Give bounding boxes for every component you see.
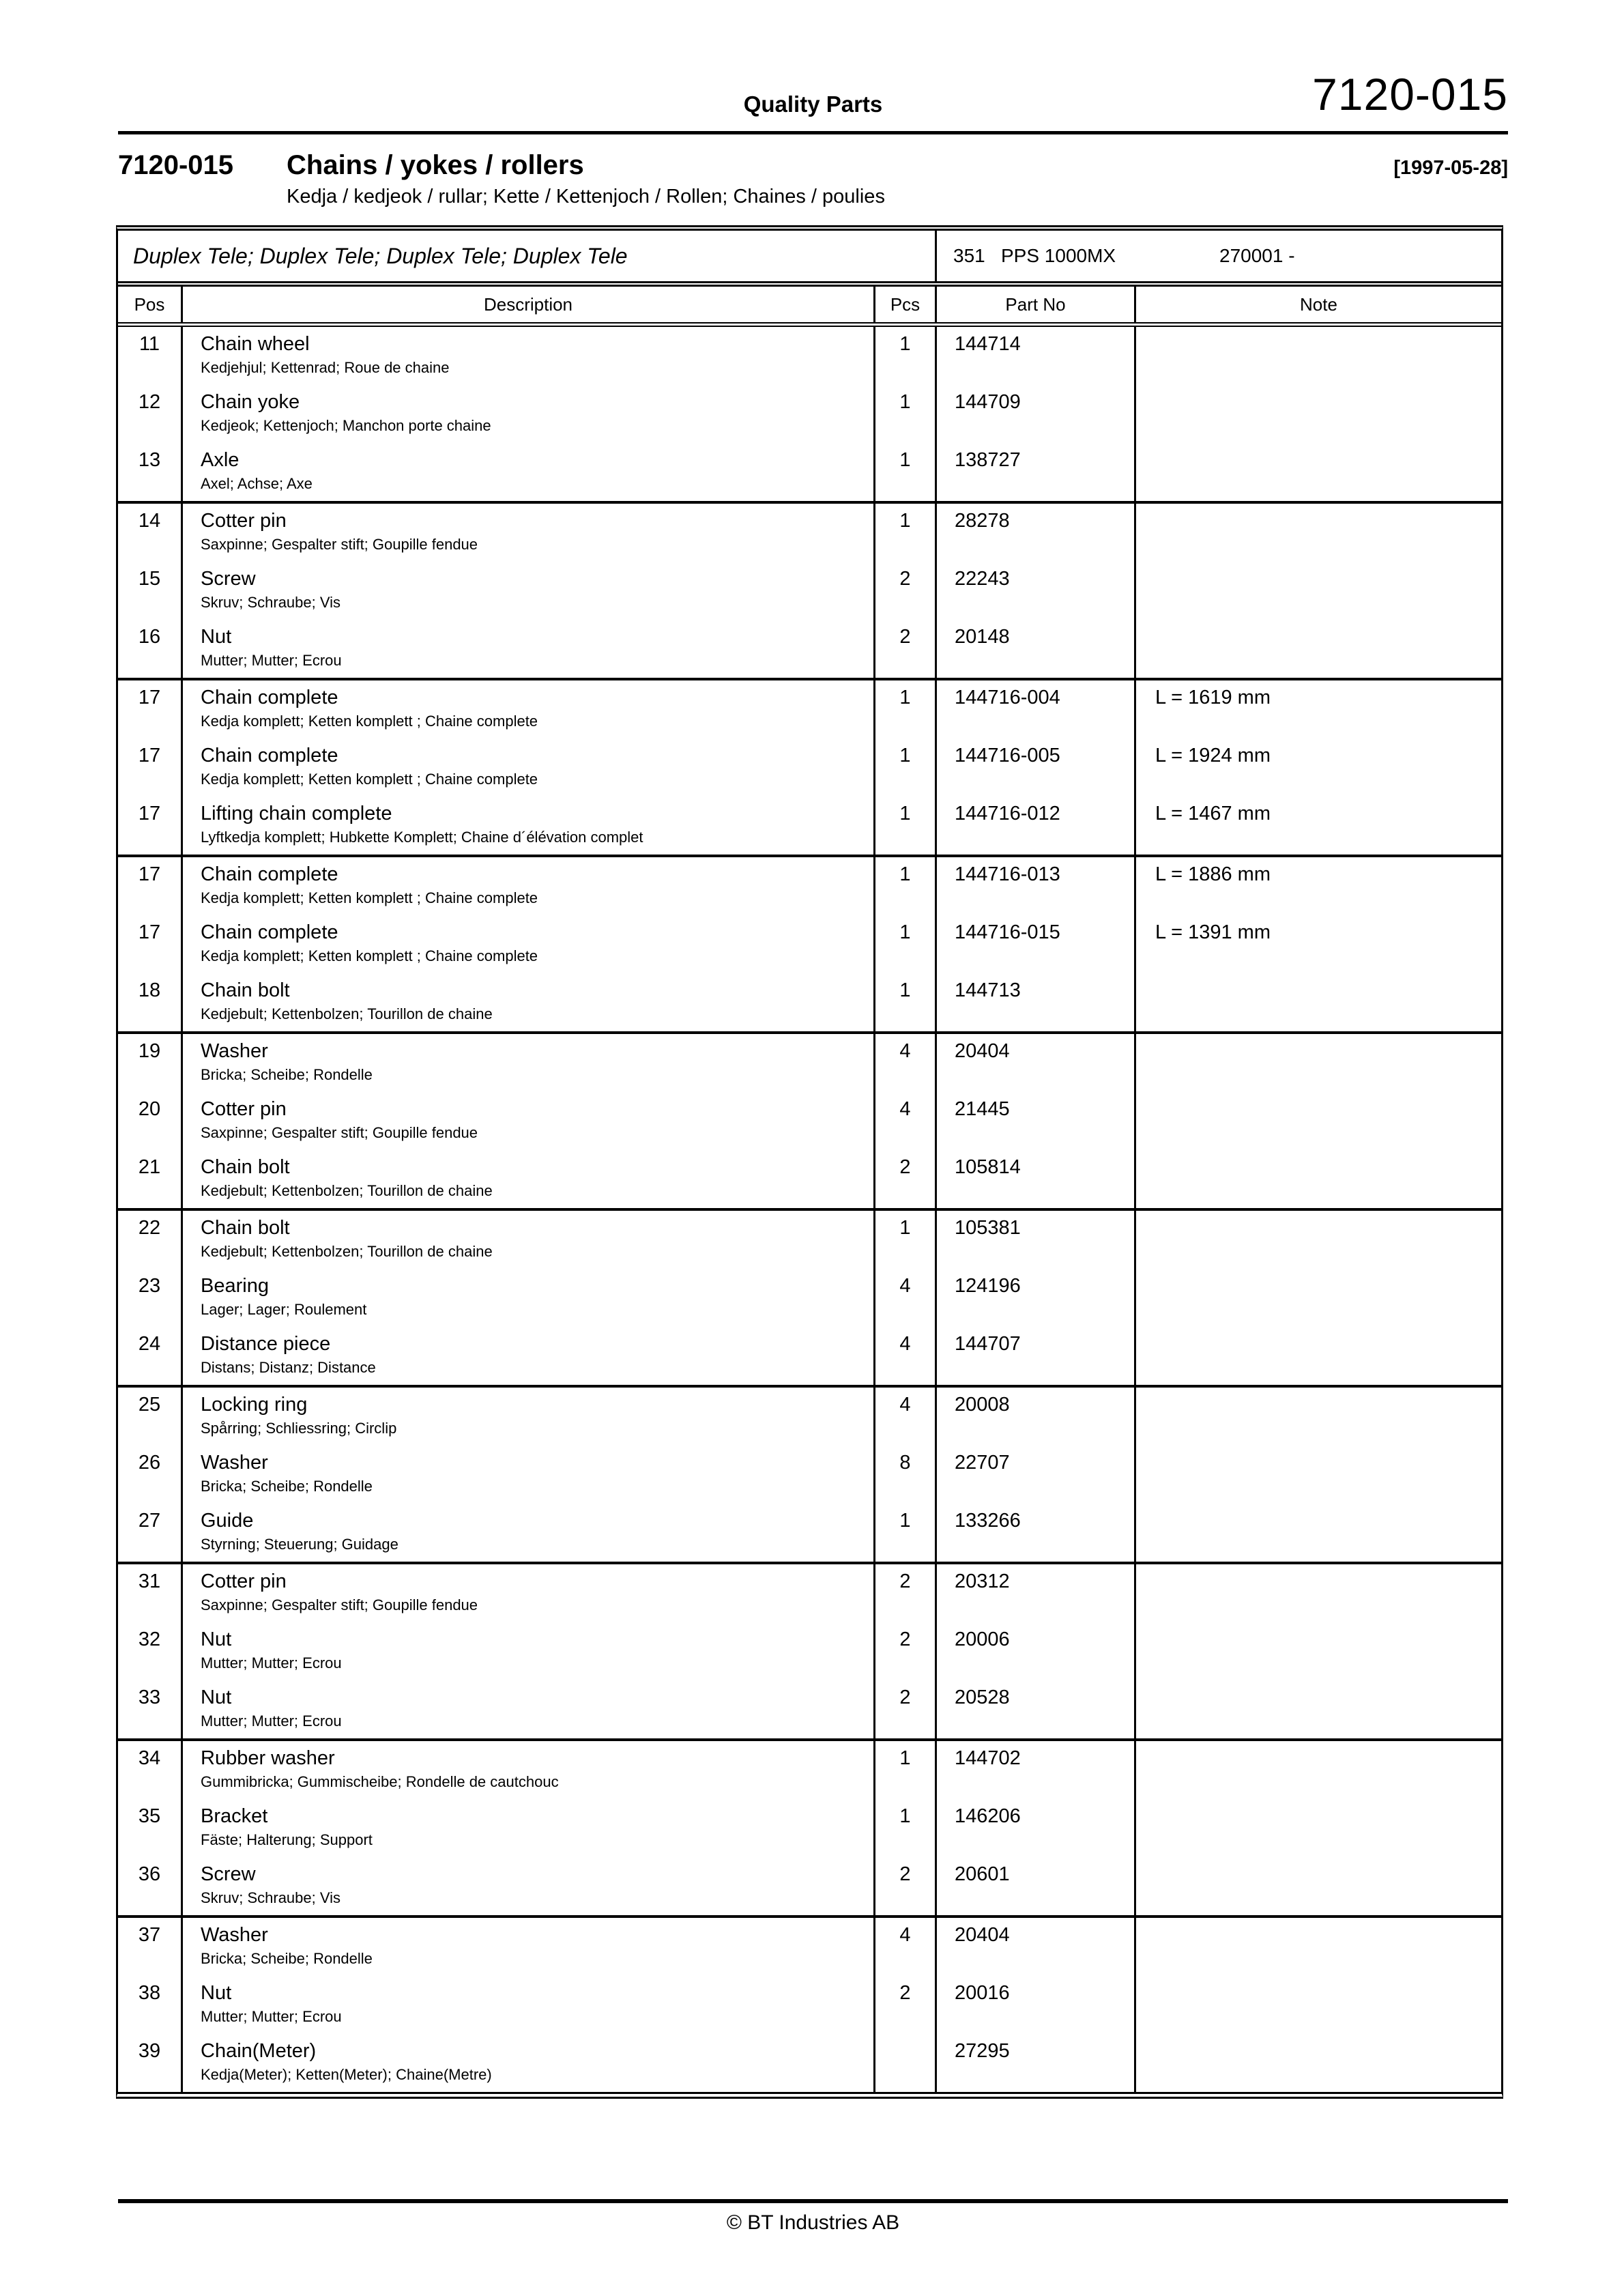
table-row (118, 1388, 1501, 1446)
table-row (118, 1741, 1501, 1799)
description-translations: Fäste; Halterung; Support (201, 1831, 373, 1848)
cell-pos: 17 (118, 680, 183, 738)
cell-pos: 14 (118, 504, 183, 562)
footer-rule (118, 2199, 1508, 2203)
cell-pos: 36 (118, 1857, 183, 1915)
revision-date: [1997-05-28] (1393, 157, 1508, 179)
description-translations: Styrning; Steuerung; Guidage (201, 1536, 398, 1553)
description-translations: Kedjehjul; Kettenrad; Roue de chaine (201, 359, 450, 376)
description-translations: Mutter; Mutter; Ecrou (201, 1654, 342, 1671)
cell-note (1136, 1446, 1501, 1504)
description-translations: Kedja komplett; Ketten komplett ; Chaine complete (201, 889, 538, 906)
cell-description (183, 1150, 875, 1208)
cell-note (1136, 504, 1501, 562)
cell-note (1136, 1150, 1501, 1208)
cell-pos: 17 (118, 797, 183, 855)
description-translations: Bricka; Scheibe; Rondelle (201, 1066, 373, 1083)
cell-pos: 35 (118, 1799, 183, 1857)
cell-pcs: 1 (875, 973, 937, 1031)
cell-description (183, 738, 875, 797)
cell-pos: 23 (118, 1269, 183, 1327)
cell-note (1136, 562, 1501, 620)
description-primary: Chain bolt (201, 1156, 290, 1178)
description-primary: Cotter pin (201, 510, 287, 532)
cell-pos: 24 (118, 1327, 183, 1385)
cell-part-no: 146206 (937, 1799, 1136, 1857)
description-translations: Kedja(Meter); Ketten(Meter); Chaine(Metre) (201, 2066, 492, 2083)
row-group (118, 1741, 1501, 1918)
description-primary: Chain complete (201, 863, 338, 885)
col-header-description: Description (183, 287, 875, 322)
table-row (118, 857, 1501, 915)
cell-part-no: 124196 (937, 1269, 1136, 1327)
cell-part-no: 144716-012 (937, 797, 1136, 855)
description-primary: Nut (201, 1982, 232, 2004)
cell-description (183, 1034, 875, 1092)
cell-note (1136, 1857, 1501, 1915)
table-header-row (118, 287, 1501, 327)
cell-pcs: 1 (875, 327, 937, 385)
description-primary: Washer (201, 1924, 268, 1946)
cell-description (183, 1327, 875, 1385)
model-info-cell (937, 231, 1501, 281)
cell-part-no: 20008 (937, 1388, 1136, 1446)
cell-part-no: 144707 (937, 1327, 1136, 1385)
cell-pos: 25 (118, 1388, 183, 1446)
table-row (118, 915, 1501, 973)
cell-description (183, 857, 875, 915)
table-row (118, 1269, 1501, 1327)
description-translations: Kedjeok; Kettenjoch; Manchon porte chaine (201, 417, 491, 434)
table-row (118, 562, 1501, 620)
cell-part-no: 105814 (937, 1150, 1136, 1208)
cell-pcs: 4 (875, 1388, 937, 1446)
cell-part-no: 20006 (937, 1622, 1136, 1680)
description-primary: Chain bolt (201, 1217, 290, 1239)
cell-pcs: 1 (875, 1211, 937, 1269)
table-row (118, 1034, 1501, 1092)
description-primary: Chain(Meter) (201, 2040, 317, 2062)
footer-copyright: © BT Industries AB (726, 2211, 900, 2234)
cell-pcs: 2 (875, 620, 937, 678)
table-row (118, 620, 1501, 678)
description-primary: Cotter pin (201, 1570, 287, 1592)
cell-pcs: 2 (875, 1564, 937, 1622)
cell-part-no: 144716-015 (937, 915, 1136, 973)
page-title: Chains / yokes / rollers (287, 150, 584, 180)
cell-description (183, 1388, 875, 1446)
cell-description (183, 1564, 875, 1622)
cell-pcs: 2 (875, 1857, 937, 1915)
cell-pcs: 1 (875, 1504, 937, 1562)
description-translations: Lager; Lager; Roulement (201, 1301, 367, 1318)
cell-part-no: 20404 (937, 1918, 1136, 1976)
description-primary: Chain complete (201, 745, 338, 766)
cell-pos: 39 (118, 2034, 183, 2092)
cell-pcs: 2 (875, 1976, 937, 2034)
cell-pos: 27 (118, 1504, 183, 1562)
cell-description (183, 1269, 875, 1327)
table-row (118, 1092, 1501, 1150)
table-row (118, 738, 1501, 797)
cell-description (183, 1092, 875, 1150)
cell-note (1136, 620, 1501, 678)
description-translations: Kedja komplett; Ketten komplett ; Chaine complete (201, 947, 538, 964)
cell-pos: 20 (118, 1092, 183, 1150)
cell-pcs: 1 (875, 797, 937, 855)
cell-description (183, 385, 875, 443)
cell-part-no: 22707 (937, 1446, 1136, 1504)
cell-description (183, 562, 875, 620)
cell-pos: 37 (118, 1918, 183, 1976)
cell-pos: 32 (118, 1622, 183, 1680)
cell-pos: 15 (118, 562, 183, 620)
cell-note (1136, 1504, 1501, 1562)
cell-pcs: 1 (875, 385, 937, 443)
cell-pos: 21 (118, 1150, 183, 1208)
section-code: 7120-015 (118, 150, 234, 180)
table-row (118, 385, 1501, 443)
cell-description (183, 973, 875, 1031)
description-primary: Nut (201, 1687, 232, 1708)
description-primary: Lifting chain complete (201, 803, 392, 824)
description-primary: Washer (201, 1452, 268, 1474)
description-primary: Chain complete (201, 687, 338, 708)
cell-description (183, 1211, 875, 1269)
cell-pos: 17 (118, 915, 183, 973)
description-translations: Spårring; Schliessring; Circlip (201, 1420, 397, 1437)
cell-note: L = 1391 mm (1155, 921, 1271, 943)
description-translations: Kedjebult; Kettenbolzen; Tourillon de chaine (201, 1182, 493, 1199)
cell-part-no: 22243 (937, 562, 1136, 620)
table-row (118, 1327, 1501, 1385)
cell-pcs: 4 (875, 1327, 937, 1385)
cell-note (1136, 1741, 1501, 1799)
description-primary: Screw (201, 568, 256, 590)
table-row (118, 680, 1501, 738)
serial-range: 270001 - (1219, 245, 1295, 266)
table-row (118, 797, 1501, 855)
table-row (118, 1799, 1501, 1857)
cell-pos: 16 (118, 620, 183, 678)
description-primary: Chain wheel (201, 333, 310, 355)
cell-description (183, 1446, 875, 1504)
table-row (118, 1564, 1501, 1622)
cell-description (183, 1799, 875, 1857)
cell-note (1136, 1622, 1501, 1680)
cell-description (183, 1622, 875, 1680)
cell-pos: 31 (118, 1564, 183, 1622)
cell-part-no: 20016 (937, 1976, 1136, 2034)
row-group (118, 504, 1501, 680)
description-primary: Distance piece (201, 1333, 331, 1355)
description-primary: Locking ring (201, 1394, 308, 1416)
cell-pos: 12 (118, 385, 183, 443)
cell-pcs: 2 (875, 562, 937, 620)
row-group (118, 857, 1501, 1034)
cell-note (1136, 1564, 1501, 1622)
cell-pcs: 1 (875, 443, 937, 501)
cell-description (183, 1680, 875, 1738)
cell-part-no: 144713 (937, 973, 1136, 1031)
cell-part-no: 144716-004 (937, 680, 1136, 738)
cell-pos: 22 (118, 1211, 183, 1269)
cell-pos: 33 (118, 1680, 183, 1738)
cell-part-no: 20404 (937, 1034, 1136, 1092)
cell-pos: 17 (118, 738, 183, 797)
row-group (118, 1034, 1501, 1211)
description-translations: Skruv; Schraube; Vis (201, 594, 341, 611)
cell-description (183, 915, 875, 973)
section-title-row (118, 150, 1508, 181)
table-row (118, 1211, 1501, 1269)
brand-header: Quality Parts (743, 91, 883, 117)
cell-pos: 19 (118, 1034, 183, 1092)
model-variants: Duplex Tele; Duplex Tele; Duplex Tele; Duplex Tele (118, 231, 937, 281)
cell-part-no: 144716-013 (937, 857, 1136, 915)
cell-note (1136, 385, 1501, 443)
cell-note (1136, 1211, 1501, 1269)
cell-pos: 11 (118, 327, 183, 385)
description-translations: Bricka; Scheibe; Rondelle (201, 1478, 373, 1495)
description-translations: Kedja komplett; Ketten komplett ; Chaine complete (201, 713, 538, 730)
cell-pcs: 1 (875, 1741, 937, 1799)
table-row (118, 504, 1501, 562)
description-translations: Mutter; Mutter; Ecrou (201, 652, 342, 669)
cell-part-no: 144714 (937, 327, 1136, 385)
description-primary: Axle (201, 449, 240, 471)
cell-note: L = 1924 mm (1155, 745, 1271, 766)
cell-pos: 34 (118, 1741, 183, 1799)
cell-pcs: 1 (875, 504, 937, 562)
col-header-note: Note (1300, 294, 1337, 315)
cell-part-no: 144716-005 (937, 738, 1136, 797)
description-translations: Saxpinne; Gespalter stift; Goupille fendue (201, 1124, 478, 1141)
description-primary: Bearing (201, 1275, 269, 1297)
cell-pcs: 4 (875, 1918, 937, 1976)
cell-part-no: 20312 (937, 1564, 1136, 1622)
cell-part-no: 138727 (937, 443, 1136, 501)
model-code: 351 (953, 245, 985, 266)
cell-description (183, 1976, 875, 2034)
cell-pos: 18 (118, 973, 183, 1031)
cell-note (1136, 1976, 1501, 2034)
cell-note (1136, 973, 1501, 1031)
col-header-part-no: Part No (937, 287, 1136, 322)
cell-note (1136, 1327, 1501, 1385)
description-translations: Skruv; Schraube; Vis (201, 1889, 341, 1906)
cell-description (183, 2034, 875, 2092)
cell-pcs: 4 (875, 1034, 937, 1092)
cell-pcs: 4 (875, 1269, 937, 1327)
title-translations: Kedja / kedjeok / rullar; Kette / Kettenjoch / Rollen; Chaines / poulies (287, 186, 885, 207)
table-body (118, 327, 1501, 2092)
cell-part-no: 144702 (937, 1741, 1136, 1799)
parts-table (116, 225, 1503, 2099)
cell-part-no: 28278 (937, 504, 1136, 562)
cell-note (1136, 1680, 1501, 1738)
row-group (118, 1564, 1501, 1741)
table-row (118, 1622, 1501, 1680)
model-band (118, 231, 1501, 287)
description-translations: Saxpinne; Gespalter stift; Goupille fendue (201, 536, 478, 553)
row-group (118, 680, 1501, 857)
description-primary: Bracket (201, 1805, 268, 1827)
cell-pos: 17 (118, 857, 183, 915)
description-translations: Axel; Achse; Axe (201, 475, 313, 492)
cell-pcs: 2 (875, 1150, 937, 1208)
description-translations: Kedjebult; Kettenbolzen; Tourillon de chaine (201, 1005, 493, 1022)
cell-note (1136, 1918, 1501, 1976)
cell-description (183, 327, 875, 385)
description-primary: Chain yoke (201, 391, 300, 413)
cell-part-no: 27295 (937, 2034, 1136, 2092)
cell-part-no: 105381 (937, 1211, 1136, 1269)
row-group (118, 1211, 1501, 1388)
table-row (118, 1976, 1501, 2034)
description-translations: Kedja komplett; Ketten komplett ; Chaine complete (201, 771, 538, 788)
table-row (118, 443, 1501, 501)
cell-pcs: 2 (875, 1622, 937, 1680)
description-translations: Gummibricka; Gummischeibe; Rondelle de cautchouc (201, 1773, 559, 1790)
cell-note: L = 1467 mm (1155, 803, 1271, 824)
cell-description (183, 1918, 875, 1976)
cell-description (183, 1857, 875, 1915)
cell-pcs: 8 (875, 1446, 937, 1504)
cell-pcs: 1 (875, 857, 937, 915)
table-row (118, 973, 1501, 1031)
cell-note (1136, 443, 1501, 501)
doc-number: 7120-015 (1312, 69, 1508, 119)
description-translations: Mutter; Mutter; Ecrou (201, 1712, 342, 1730)
cell-pcs (875, 2034, 937, 2092)
description-translations: Distans; Distanz; Distance (201, 1359, 376, 1376)
cell-note (1136, 1034, 1501, 1092)
table-row (118, 1680, 1501, 1738)
cell-note (1136, 1092, 1501, 1150)
description-translations: Saxpinne; Gespalter stift; Goupille fendue (201, 1596, 478, 1613)
cell-pos: 13 (118, 443, 183, 501)
cell-note (1136, 1269, 1501, 1327)
cell-description (183, 1504, 875, 1562)
description-translations: Mutter; Mutter; Ecrou (201, 2008, 342, 2025)
description-primary: Chain complete (201, 921, 338, 943)
cell-part-no: 133266 (937, 1504, 1136, 1562)
table-row (118, 2034, 1501, 2092)
description-primary: Cotter pin (201, 1098, 287, 1120)
cell-part-no: 144709 (937, 385, 1136, 443)
table-row (118, 1918, 1501, 1976)
row-group (118, 1918, 1501, 2092)
cell-pcs: 2 (875, 1680, 937, 1738)
cell-description (183, 504, 875, 562)
description-translations: Kedjebult; Kettenbolzen; Tourillon de chaine (201, 1243, 493, 1260)
row-group (118, 327, 1501, 504)
cell-part-no: 20148 (937, 620, 1136, 678)
cell-part-no: 20601 (937, 1857, 1136, 1915)
description-primary: Nut (201, 626, 232, 648)
table-row (118, 327, 1501, 385)
cell-note (1136, 1799, 1501, 1857)
cell-note (1136, 1388, 1501, 1446)
table-row (118, 1446, 1501, 1504)
cell-pcs: 4 (875, 1092, 937, 1150)
description-primary: Guide (201, 1510, 254, 1532)
description-translations: Lyftkedja komplett; Hubkette Komplett; Chaine d´élévation complet (201, 829, 643, 846)
model-name: PPS 1000MX (1001, 245, 1116, 266)
cell-pcs: 1 (875, 680, 937, 738)
cell-description (183, 680, 875, 738)
cell-note (1136, 327, 1501, 385)
cell-pcs: 1 (875, 1799, 937, 1857)
col-header-pos: Pos (118, 287, 183, 322)
description-primary: Screw (201, 1863, 256, 1885)
cell-part-no: 21445 (937, 1092, 1136, 1150)
description-primary: Washer (201, 1040, 268, 1062)
cell-pcs: 1 (875, 915, 937, 973)
table-row (118, 1857, 1501, 1915)
cell-note (1136, 2034, 1501, 2092)
table-row (118, 1504, 1501, 1562)
cell-note: L = 1886 mm (1155, 863, 1271, 885)
cell-part-no: 20528 (937, 1680, 1136, 1738)
cell-description (183, 620, 875, 678)
description-translations: Bricka; Scheibe; Rondelle (201, 1950, 373, 1967)
description-primary: Rubber washer (201, 1747, 335, 1769)
header-rule (118, 131, 1508, 134)
cell-pcs: 1 (875, 738, 937, 797)
cell-note: L = 1619 mm (1155, 687, 1271, 708)
row-group (118, 1388, 1501, 1564)
cell-pos: 38 (118, 1976, 183, 2034)
cell-description (183, 443, 875, 501)
cell-description (183, 797, 875, 855)
cell-description (183, 1741, 875, 1799)
table-row (118, 1150, 1501, 1208)
col-header-pcs: Pcs (875, 287, 937, 322)
cell-pos: 26 (118, 1446, 183, 1504)
description-primary: Chain bolt (201, 979, 290, 1001)
description-primary: Nut (201, 1628, 232, 1650)
